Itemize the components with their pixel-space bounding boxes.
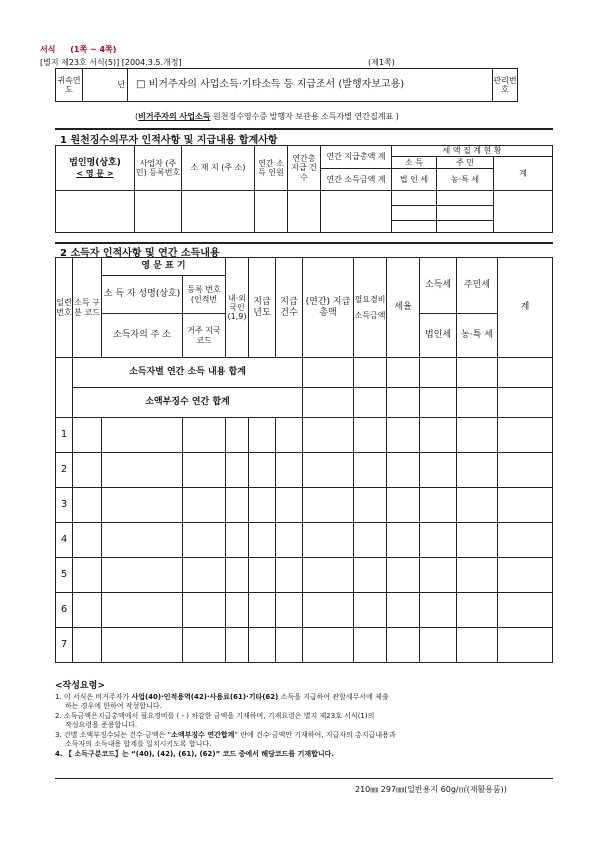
s2-count-header: 지급 건수 <box>276 258 303 358</box>
row-total[interactable] <box>498 418 553 453</box>
note-1d: 하는 경우에 한하여 작성합니다. <box>65 702 162 711</box>
row-rate[interactable] <box>387 453 420 488</box>
table-row <box>56 453 553 488</box>
table-row <box>56 593 553 628</box>
note-3d: 소득자의 소득내용 합계를 일치시키도록 합니다. <box>65 740 212 749</box>
row-number: 4 <box>56 523 73 558</box>
row-payee[interactable] <box>102 628 183 663</box>
table-row <box>56 488 553 523</box>
section1-table <box>55 145 553 233</box>
s1-corp-value-1[interactable] <box>392 191 437 206</box>
table-row <box>56 628 553 663</box>
note-2b: 작성요령을 준용합니다. <box>65 721 138 730</box>
s1-special-value-3[interactable] <box>437 221 494 233</box>
s1-corp-value-3[interactable] <box>392 221 437 233</box>
s1-income-header: 연간 소득 인원 <box>255 146 288 191</box>
s2-addr-header: 소득자의 주 소 <box>102 314 183 358</box>
note-1b: 사업(40)·인적용역(42)·사용료(61)·기타(62) <box>131 693 279 701</box>
row-resident[interactable] <box>226 593 249 628</box>
row-local-tax[interactable] <box>457 628 498 663</box>
s2-expense-label: 필요경비 <box>354 295 386 305</box>
year-label: 귀속연도 <box>56 69 83 102</box>
row-resident[interactable] <box>226 453 249 488</box>
top-rule <box>55 128 553 130</box>
form-title: □ 비거주자의 사업소득·기타소득 등 지급조서 (발행자보고용) <box>128 69 493 102</box>
s1-name-sub: < 영 문 > <box>76 168 114 178</box>
s1-name-header <box>56 146 135 191</box>
year-suffix: 년 <box>117 80 125 90</box>
s1-special-value-1[interactable] <box>437 191 494 206</box>
s2-reg-header: 등록 번호 (인적번 <box>183 276 226 314</box>
row-local-tax[interactable] <box>457 558 498 593</box>
s1-corp: 법 인 세 <box>392 169 437 191</box>
row-local-tax[interactable] <box>457 453 498 488</box>
row-code[interactable] <box>73 453 102 488</box>
note-1c: 소득을 지급하여 관할세무서에 제출 <box>278 693 389 701</box>
s1-total-top: 연간 지급총액 계 <box>321 146 392 169</box>
s1-biz-value[interactable] <box>135 191 182 233</box>
s2-rate-header: 세율 <box>387 258 420 358</box>
page-range: (1쪽 ~ 4쪽) <box>70 45 117 54</box>
row-expense[interactable] <box>354 453 387 488</box>
form-number: [별지 제23호 서식(5)] [2004.3.5.개정] <box>40 58 182 67</box>
row-count[interactable] <box>276 418 303 453</box>
form-label-text: 서식 <box>40 45 56 54</box>
s2-amount-header: (연간) 지급 총액 <box>303 258 354 358</box>
row-year[interactable] <box>249 628 276 663</box>
s2-sum-row2-label: 소액부징수 연간 합계 <box>73 388 303 418</box>
row-rate[interactable] <box>387 558 420 593</box>
s2-sum2-amount[interactable] <box>303 388 354 418</box>
s2-payee-header: 소 득 자 성명(상호) <box>102 276 183 314</box>
s1-count-header: 연간총 지급 건수 <box>288 146 321 191</box>
s1-total-bot: 연간 소득금액 계 <box>321 169 392 191</box>
row-amount[interactable] <box>303 628 354 663</box>
s2-sum1-local-tax[interactable] <box>457 358 498 388</box>
row-reg[interactable] <box>183 628 226 663</box>
row-reg[interactable] <box>183 488 226 523</box>
row-code[interactable] <box>73 628 102 663</box>
row-resident[interactable] <box>226 418 249 453</box>
s2-resident-header: 내·외국인 (1,9) <box>226 258 249 358</box>
row-year[interactable] <box>249 523 276 558</box>
s2-sum1-income-tax[interactable] <box>420 358 457 388</box>
row-income-tax[interactable] <box>420 558 457 593</box>
row-year[interactable] <box>249 488 276 523</box>
row-reg[interactable] <box>183 558 226 593</box>
row-code[interactable] <box>73 558 102 593</box>
row-payee[interactable] <box>102 593 183 628</box>
row-count[interactable] <box>276 628 303 663</box>
row-year[interactable] <box>249 418 276 453</box>
s2-income-amt-label: 소득금액 <box>354 310 386 320</box>
s1-biz-header: 사업자 (주민) 등록번호 <box>135 146 182 191</box>
page-number: (제1쪽) <box>368 58 395 67</box>
row-year[interactable] <box>249 453 276 488</box>
row-expense[interactable] <box>354 488 387 523</box>
s1-special-value-2[interactable] <box>437 206 494 221</box>
note-3c: ” 란에 건수·금액만 기재하여, 지급자의 총지급내용과 <box>234 730 396 739</box>
row-rate[interactable] <box>387 628 420 663</box>
row-resident[interactable] <box>226 488 249 523</box>
row-reg[interactable] <box>183 593 226 628</box>
row-code[interactable] <box>73 418 102 453</box>
row-count[interactable] <box>276 593 303 628</box>
row-amount[interactable] <box>303 453 354 488</box>
note-1a: 1. 이 서식은 비거주자가 <box>55 693 132 701</box>
s2-sum2-total[interactable] <box>498 388 553 418</box>
row-resident[interactable] <box>226 523 249 558</box>
s2-sum2-income-tax[interactable] <box>420 388 457 418</box>
s2-expense-header <box>354 258 387 358</box>
row-reg[interactable] <box>183 418 226 453</box>
row-count[interactable] <box>276 558 303 593</box>
bottom-rule <box>55 778 553 779</box>
s1-income-value[interactable] <box>255 191 288 233</box>
row-year[interactable] <box>249 558 276 593</box>
row-amount[interactable] <box>303 418 354 453</box>
row-rate[interactable] <box>387 523 420 558</box>
row-code[interactable] <box>73 523 102 558</box>
row-year[interactable] <box>249 593 276 628</box>
row-local-tax[interactable] <box>457 523 498 558</box>
row-total[interactable] <box>498 593 553 628</box>
row-total[interactable] <box>498 558 553 593</box>
row-amount[interactable] <box>303 558 354 593</box>
s2-local-tax-header: 주민세 <box>457 258 498 314</box>
s2-special-header: 농·특 세 <box>457 314 498 358</box>
instructions-heading: <작성요령> <box>55 681 105 691</box>
s2-sum2-local-tax[interactable] <box>457 388 498 418</box>
s1-special: 농·특 세 <box>437 169 494 191</box>
row-number: 6 <box>56 593 73 628</box>
mgmt-label: 관리번호 <box>493 69 518 102</box>
row-reg[interactable] <box>183 523 226 558</box>
s1-name-value[interactable] <box>56 191 135 233</box>
row-number: 2 <box>56 453 73 488</box>
row-total[interactable] <box>498 488 553 523</box>
s2-year-header: 지급 년도 <box>249 258 276 358</box>
s1-addr-value[interactable] <box>182 191 255 233</box>
row-rate[interactable] <box>387 488 420 523</box>
row-resident[interactable] <box>226 558 249 593</box>
paper-spec: 210㎜ 297㎜(일반용지 60g/㎡(재활용품)) <box>355 785 507 794</box>
table-row <box>56 523 553 558</box>
row-total[interactable] <box>498 453 553 488</box>
row-number: 1 <box>56 418 73 453</box>
row-total[interactable] <box>498 628 553 663</box>
s1-sum-value[interactable] <box>494 191 553 233</box>
row-local-tax[interactable] <box>457 418 498 453</box>
table-row <box>56 418 553 453</box>
subtitle-rest: 원천징수영수증 발행자 보관용 소득자별 연간집계표 ) <box>210 112 399 121</box>
s2-corp-header: 법인세 <box>420 314 457 358</box>
subtitle <box>135 111 399 122</box>
year-field[interactable] <box>83 69 128 102</box>
form-label <box>40 44 116 55</box>
row-rate[interactable] <box>387 418 420 453</box>
note-3 <box>55 731 553 740</box>
row-amount[interactable] <box>303 488 354 523</box>
s1-local-tax: 주 민 <box>437 157 494 169</box>
row-expense[interactable] <box>354 628 387 663</box>
row-income-tax[interactable] <box>420 628 457 663</box>
s1-count-value[interactable] <box>288 191 321 233</box>
s2-sum2-rate[interactable] <box>387 388 420 418</box>
row-reg[interactable] <box>183 453 226 488</box>
s1-name-label: 법인명(상호) <box>69 158 121 169</box>
row-payee[interactable] <box>102 453 183 488</box>
table-row <box>56 558 553 593</box>
row-payee[interactable] <box>102 523 183 558</box>
row-income-tax[interactable] <box>420 593 457 628</box>
row-income-tax[interactable] <box>420 523 457 558</box>
row-income-tax[interactable] <box>420 453 457 488</box>
s1-income-tax: 소 득 <box>392 157 437 169</box>
s2-serial-header: 일련 번호 <box>56 258 73 358</box>
instructions <box>55 678 553 759</box>
s1-tax-group: 세 액 집 계 현 황 <box>392 146 553 157</box>
section2-title: 2 소득자 인적사항 및 연간 소득내용 <box>60 248 220 259</box>
s2-code-header: 소득 구분 코드 <box>73 258 102 358</box>
row-count[interactable] <box>276 523 303 558</box>
s2-income-tax-header: 소득세 <box>420 258 457 314</box>
s1-total-value[interactable] <box>321 191 392 233</box>
row-payee[interactable] <box>102 418 183 453</box>
s1-corp-value-2[interactable] <box>392 206 437 221</box>
s2-sum-blank <box>56 358 73 418</box>
row-local-tax[interactable] <box>457 488 498 523</box>
row-amount[interactable] <box>303 523 354 558</box>
row-rate[interactable] <box>387 593 420 628</box>
s1-sum: 계 <box>494 157 553 191</box>
s2-sum1-total[interactable] <box>498 358 553 388</box>
subtitle-open: ( <box>135 112 139 121</box>
row-resident[interactable] <box>226 628 249 663</box>
row-expense[interactable] <box>354 558 387 593</box>
row-number: 5 <box>56 558 73 593</box>
row-number: 7 <box>56 628 73 663</box>
s1-addr-header: 소 재 지 (주 소) <box>182 146 255 191</box>
s2-sum1-amount[interactable] <box>303 358 354 388</box>
row-count[interactable] <box>276 488 303 523</box>
row-expense[interactable] <box>354 523 387 558</box>
section2-table <box>55 257 553 663</box>
s2-sum-header: 계 <box>498 258 553 358</box>
s2-sum1-rate[interactable] <box>387 358 420 388</box>
s2-eng-header: 영 문 표 기 <box>102 258 226 276</box>
subtitle-bold: 비거주자의 사업소득 <box>138 112 211 121</box>
note-3a: 3. 건별 소액부징수되는 건수·금액은 “ <box>55 730 172 739</box>
row-income-tax[interactable] <box>420 418 457 453</box>
note-2a: 2. 소득금액은지급총액에서 필요경비를 ( - ) 차감한 금액을 기재하며, 기재요령은 별지 제23호 서식(1)의 <box>55 711 375 720</box>
note-3b: 소액부징수 연간합계 <box>171 730 235 739</box>
row-expense[interactable] <box>354 418 387 453</box>
row-code[interactable] <box>73 593 102 628</box>
row-total[interactable] <box>498 523 553 558</box>
section1-title: 1 원천징수의무자 인적사항 및 지급내용 합계사항 <box>60 135 278 146</box>
row-payee[interactable] <box>102 558 183 593</box>
row-amount[interactable] <box>303 593 354 628</box>
row-code[interactable] <box>73 488 102 523</box>
title-box <box>55 68 518 102</box>
s2-sum1-expense[interactable] <box>354 358 387 388</box>
row-income-tax[interactable] <box>420 488 457 523</box>
row-number: 3 <box>56 488 73 523</box>
s2-sum-row1-label: 소득자별 연간 소득 내용 합계 <box>73 358 303 388</box>
row-expense[interactable] <box>354 593 387 628</box>
row-count[interactable] <box>276 453 303 488</box>
note-4: 4. 【 소득구분코드】는 “(40), (42), (61), (62)” 코드 중에서 해당코드를 기재합니다. <box>55 749 335 758</box>
s2-country-header: 거주 지국 코드 <box>183 314 226 358</box>
s2-sum2-expense[interactable] <box>354 388 387 418</box>
row-local-tax[interactable] <box>457 593 498 628</box>
row-payee[interactable] <box>102 488 183 523</box>
